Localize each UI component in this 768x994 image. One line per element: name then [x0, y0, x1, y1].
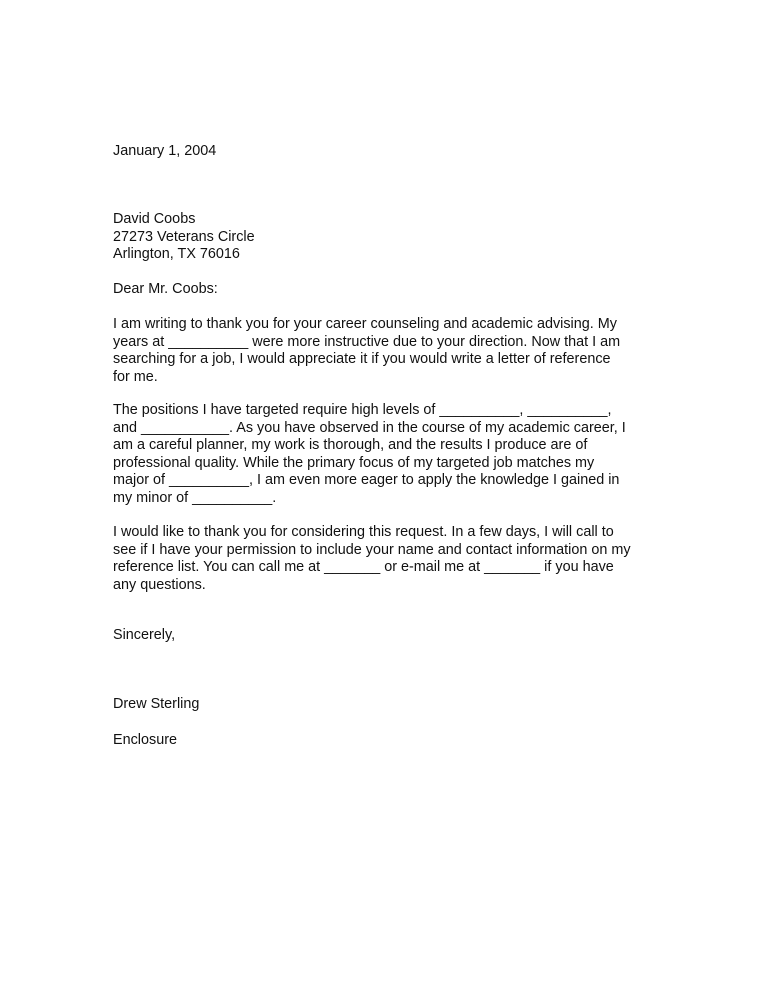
closing: Sincerely, — [113, 627, 176, 643]
paragraph-line: major of __________, I am even more eager to apply the knowledge I gained in — [113, 472, 620, 488]
paragraph-1 — [113, 316, 620, 386]
paragraph-2 — [113, 402, 626, 507]
letter-date: January 1, 2004 — [113, 143, 217, 159]
paragraph-line: reference list. You can call me at _______ or e-mail me at _______ if you have — [113, 559, 614, 575]
paragraph-line: and ___________. As you have observed in the course of my academic career, I — [113, 419, 626, 436]
paragraph-line: for me. — [113, 368, 158, 385]
paragraph-line: am a careful planner, my work is thorough, and the results I produce are of — [113, 437, 588, 453]
paragraph-line: my minor of __________. — [113, 489, 277, 506]
paragraph-line: see if I have your permission to include your name and contact information on my — [113, 541, 631, 558]
recipient-street: 27273 Veterans Circle — [113, 228, 255, 245]
paragraph-3 — [113, 524, 631, 594]
signature-name: Drew Sterling — [113, 696, 200, 712]
paragraph-line: years at __________ were more instructive due to your direction. Now that I am — [113, 333, 621, 350]
enclosure-note: Enclosure — [113, 732, 177, 748]
recipient-city-state-zip: Arlington, TX 76016 — [113, 246, 240, 262]
salutation: Dear Mr. Coobs: — [113, 281, 218, 297]
paragraph-line: any questions. — [113, 576, 206, 593]
paragraph-line: I would like to thank you for considering this request. In a few days, I will call to — [113, 524, 614, 540]
paragraph-line: The positions I have targeted require high levels of __________, __________, — [113, 402, 612, 418]
paragraph-line: searching for a job, I would appreciate it if you would write a letter of reference — [113, 351, 611, 367]
paragraph-line: professional quality. While the primary focus of my targeted job matches my — [113, 454, 595, 471]
recipient-address — [113, 211, 255, 264]
recipient-name: David Coobs — [113, 211, 196, 227]
paragraph-line: I am writing to thank you for your career counseling and academic advising. My — [113, 316, 617, 332]
